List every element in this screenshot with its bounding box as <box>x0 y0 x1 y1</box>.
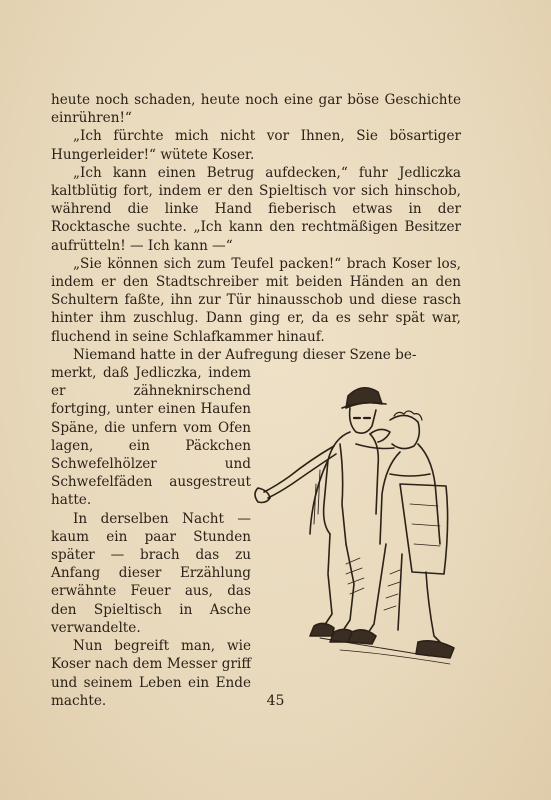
paragraph: In derselben Nacht — kaum ein paar Stunden später — brach das zu Anfang dieser Erzählung erwähnte Feuer aus, das den Spieltisch in Asche verwandelte. <box>51 510 251 636</box>
paragraph: „Ich fürchte mich nicht vor Ihnen, Sie bösartiger Hungerleider!“ wütete Koser. <box>51 128 461 163</box>
page-number: 45 <box>266 693 285 709</box>
paragraph: merkt, daß Jedliczka, indem er zähneknirschend fortging, unter einen Haufen Späne, die unfern vom Ofen lagen, ein Päckchen Schwefelhölzer und Schwefelfäden ausgestreut hatte. <box>51 365 251 509</box>
paragraph: „Sie können sich zum Teufel packen!“ brach Koser los, indem er den Stadtschreiber mit beiden Händen an den Schultern faßte, ihn zur Tür hinausschob und diese rasch hinter ihm zuschlug. Dann ging er, da es sehr spät war, fluchend in seine Schlafkammer hinauf. <box>51 255 461 345</box>
paragraph: heute noch schaden, heute noch eine gar böse Geschichte einrühren!“ <box>51 92 461 127</box>
illustration-scuffle <box>250 374 465 679</box>
paragraph: Nun begreift man, wie Koser nach dem Messer griff und seinem Leben ein Ende machte. <box>51 638 251 709</box>
paragraph-first-line: Niemand hatte in der Aufregung dieser Szene be- <box>73 346 417 363</box>
paragraph: „Ich kann einen Betrug aufdecken,“ fuhr Jedliczka kaltblütig fort, indem er den Spieltisch vor sich hinschob, während die linke Hand fieberisch etwas in der Rocktasche suchte. „Ich kann den rechtmäßigen Besitzer aufrütteln! — Ich kann —“ <box>51 164 461 254</box>
wrapped-text-column <box>51 364 251 710</box>
